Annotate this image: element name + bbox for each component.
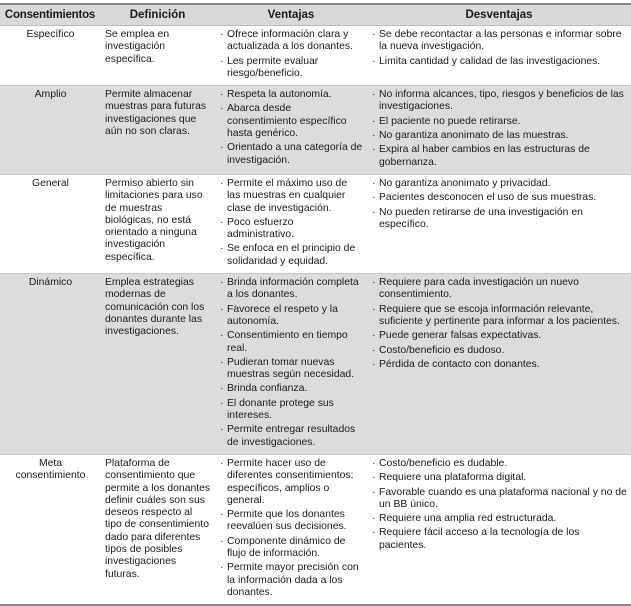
disadvantage-item: · Requiere para cada investigación un nuevo consentimiento. (372, 277, 627, 302)
consent-type-name: General (0, 174, 100, 273)
disadvantages-list (372, 29, 627, 68)
disadvantages-cell (367, 86, 631, 175)
disadvantage-item: · Expira al haber cambios en las estructuras de gobernanza. (372, 144, 627, 169)
table-row (0, 86, 631, 175)
disadvantages-list (372, 277, 627, 371)
advantages-cell (215, 26, 367, 86)
consent-type-name: Dinámico (0, 274, 100, 455)
table-body (0, 26, 631, 606)
advantage-item: · Permite el máximo uso de las muestras en cualquier clase de investigación. (220, 178, 363, 215)
advantages-cell (215, 174, 367, 273)
advantage-item: · Permite hacer uso de diferentes consentimientos: específicos, amplios o general. (220, 458, 363, 507)
advantage-item: · Permite mayor precisión con la información dada a los donantes. (220, 562, 363, 599)
header-consentimientos: Consentimientos (0, 4, 100, 26)
consent-type-name: Meta consentimiento (0, 454, 100, 605)
advantage-item: · Pudieran tomar nuevas muestras según necesidad. (220, 357, 363, 382)
table-row (0, 274, 631, 455)
header-definicion: Definición (100, 4, 215, 26)
advantage-item: · Consentimiento en tiempo real. (220, 330, 363, 355)
advantages-cell (215, 454, 367, 605)
header-ventajas: Ventajas (215, 4, 367, 26)
disadvantages-cell (367, 454, 631, 605)
advantage-item: · Les permite evaluar riesgo/beneficio. (220, 56, 363, 81)
disadvantages-cell (367, 174, 631, 273)
advantage-item: · Respeta la autonomía. (220, 89, 363, 101)
advantages-cell (215, 274, 367, 455)
disadvantage-item: · No informa alcances, tipo, riesgos y beneficios de las investigaciones. (372, 89, 627, 114)
disadvantages-cell (367, 274, 631, 455)
advantage-item: · Se enfoca en el principio de solidaridad y equidad. (220, 243, 363, 268)
disadvantage-item: · Requiere fácil acceso a la tecnología de los pacientes. (372, 527, 627, 552)
consent-definition: Plataforma de consentimiento que permite a los donantes definir cuáles son sus deseos respecto al tipo de consentimiento dado para diferentes tipos de posibles investigaciones futuras. (100, 454, 215, 605)
consent-definition: Se emplea en investigación específica. (100, 26, 215, 86)
advantage-item: · Permite entregar resultados de investigaciones. (220, 424, 363, 449)
advantage-item: · Poco esfuerzo administrativo. (220, 217, 363, 242)
advantages-list (220, 29, 363, 80)
advantages-list (220, 458, 363, 599)
advantage-item: · Brinda información completa a los donantes. (220, 277, 363, 302)
disadvantages-list (372, 89, 627, 169)
disadvantage-item: · Puede generar falsas expectativas. (372, 330, 627, 342)
advantage-item: · Componente dinámico de flujo de información. (220, 536, 363, 561)
table-row (0, 26, 631, 86)
consent-definition: Permiso abierto sin limitaciones para uso de muestras biológicas, no está orientado a ninguna investigación específica. (100, 174, 215, 273)
disadvantage-item: · Requiere una amplia red estructurada. (372, 513, 627, 525)
consent-type-name: Específico (0, 26, 100, 86)
disadvantage-item: · Se debe recontactar a las personas e informar sobre la nueva investigación. (372, 29, 627, 54)
disadvantage-item: · Limita cantidad y calidad de las investigaciones. (372, 56, 627, 68)
advantages-list (220, 178, 363, 268)
advantage-item: · Permite que los donantes reevalúen sus decisiones. (220, 509, 363, 534)
disadvantage-item: · No pueden retirarse de una investigación en específico. (372, 207, 627, 232)
disadvantage-item: · Requiere que se escoja información relevante, suficiente y pertinente para informar a los pacientes. (372, 304, 627, 329)
consent-definition: Permite almacenar muestras para futuras investigaciones que aún no son claras. (100, 86, 215, 175)
disadvantage-item: · Costo/beneficio es dudoso. (372, 345, 627, 357)
disadvantage-item: · Pacientes desconocen el uso de sus muestras. (372, 192, 627, 204)
disadvantage-item: · El paciente no puede retirarse. (372, 116, 627, 128)
advantages-list (220, 89, 363, 167)
table-row (0, 174, 631, 273)
advantage-item: · Brinda confianza. (220, 383, 363, 395)
advantage-item: · Favorece el respeto y la autonomía. (220, 304, 363, 329)
header-row (0, 4, 631, 26)
table-row (0, 454, 631, 605)
consent-type-name: Amplio (0, 86, 100, 175)
disadvantage-item: · Favorable cuando es una plataforma nacional y no de un BB único. (372, 487, 627, 512)
disadvantages-list (372, 458, 627, 552)
advantage-item: · Ofrece información clara y actualizada a los donantes. (220, 29, 363, 54)
disadvantages-cell (367, 26, 631, 86)
advantage-item: · Orientado a una categoría de investigación. (220, 142, 363, 167)
disadvantage-item: · No garantiza anonimato de las muestras. (372, 130, 627, 142)
consent-definition: Emplea estrategias modernas de comunicación con los donantes durante las investigaciones. (100, 274, 215, 455)
header-desventajas: Desventajas (367, 4, 631, 26)
advantages-list (220, 277, 363, 449)
disadvantages-list (372, 178, 627, 231)
advantage-item: · El donante protege sus intereses. (220, 398, 363, 423)
disadvantage-item: · Costo/beneficio es dudable. (372, 458, 627, 470)
disadvantage-item: · Pérdida de contacto con donantes. (372, 359, 627, 371)
disadvantage-item: · Requiere una plataforma digital. (372, 472, 627, 484)
disadvantage-item: · No garantiza anonimato y privacidad. (372, 178, 627, 190)
advantage-item: · Abarca desde consentimiento específico hasta genérico. (220, 103, 363, 140)
advantages-cell (215, 86, 367, 175)
consent-types-table (0, 3, 631, 606)
